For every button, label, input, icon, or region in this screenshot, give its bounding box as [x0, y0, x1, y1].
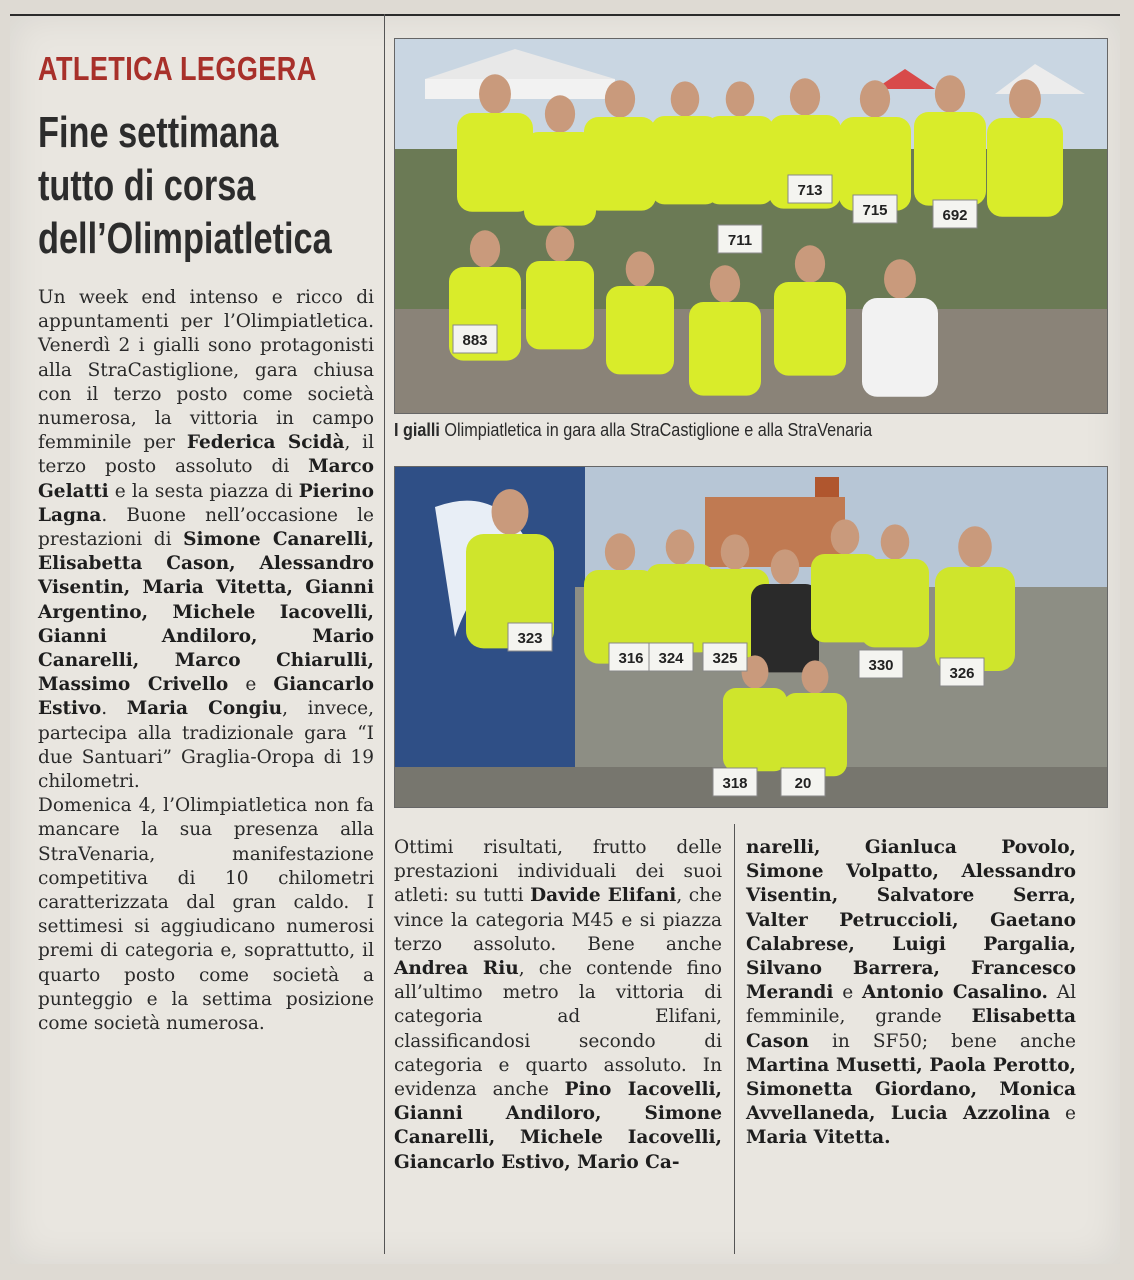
headline-line: tutto di corsa: [38, 161, 256, 210]
race-bib: [853, 195, 897, 223]
article-column-3: [746, 836, 1076, 1151]
newspaper-page: [10, 14, 1120, 1264]
article-headline: [38, 106, 350, 265]
svg-text:883: 883: [462, 332, 488, 349]
svg-text:713: 713: [797, 182, 823, 199]
race-bib: [649, 643, 693, 671]
photo-image: [395, 39, 1107, 413]
column-rule: [384, 14, 385, 1254]
race-bib: [718, 225, 762, 253]
article-column-1: [38, 286, 374, 1036]
paragraph: narelli, Gianluca Povolo, Simone Volpatto, Alessandro Visentin, Salvatore Serra, Valter Petruccioli, Gaetano Calabrese, Luigi Pargalia, Silvano Barrera, Francesco Merandi e Antonio Casalino. Al femminile, grande Elisabetta Cason in SF50; bene anche Martina Musetti, Paola Perotto, Simonetta Giordano, Monica Avvellaneda, Lucia Azzolina e Maria Vitetta.: [746, 837, 1076, 1149]
paragraph: Ottimi risultati, frutto delle prestazioni individuali dei suoi atleti: su tutti Davide Elifani, che vince la categoria M45 e si piazza terzo assoluto. Bene anche Andrea Riu, che contende fino all’ultimo metro la vittoria di categoria ad Elifani, classificandosi secondo di categoria e quarto assoluto. In evidenza anche Pino Iacovelli, Gianni Andiloro, Simone Canarelli, Michele Iacovelli, Giancarlo Estivo, Mario Ca-: [394, 837, 722, 1173]
race-bib: [933, 200, 977, 228]
svg-text:330: 330: [868, 657, 894, 674]
svg-text:318: 318: [722, 775, 748, 792]
section-kicker: ATLETICA LEGGERA: [38, 50, 317, 87]
race-bib: [788, 175, 832, 203]
svg-text:711: 711: [727, 232, 753, 249]
paragraph: Un week end intenso e ricco di appuntamenti per l’Olimpiatletica. Venerdì 2 i gialli sono protagonisti alla StraCastiglione, gara chiusa con il terzo posto come società numerosa, la vittoria in campo femminile per Federica Scidà, il terzo posto assoluto di Marco Gelatti e la sesta piazza di Pierino Lagna. Buone nell’occasione le prestazioni di Simone Canarelli, Elisabetta Cason, Alessandro Visentin, Maria Vitetta, Gianni Argentino, Michele Iacovelli, Gianni Andiloro, Mario Canarelli, Marco Chiarulli, Massimo Crivello e Giancarlo Estivo. Maria Congiu, invece, partecipa alla tradizionale gara “I due Santuari” Graglia-Oropa di 19 chilometri.: [38, 287, 375, 793]
svg-text:323: 323: [517, 630, 543, 647]
race-bib: [609, 643, 653, 671]
photo-image: [395, 467, 1107, 807]
svg-text:325: 325: [712, 650, 738, 667]
paragraph: Domenica 4, l’Olimpiatletica non fa mancare la sua presenza alla StraVenaria, manifestazione competitiva di 10 chilometri caratterizzata dal gran caldo. I settimesi si aggiudicano numerosi premi di categoria e, soprattutto, il quarto posto come società a punteggio e la settima posizione come società numerosa.: [38, 795, 374, 1035]
race-bib: [859, 650, 903, 678]
race-bib: [453, 325, 497, 353]
race-bib: [940, 658, 984, 686]
svg-text:326: 326: [949, 665, 975, 682]
race-bib: [703, 643, 747, 671]
race-bib: [713, 768, 757, 796]
team-photo-stravenaria: [394, 466, 1108, 808]
race-bib: [508, 623, 552, 651]
photo-caption: I gialli Olimpiatletica in gara alla StraCastiglione e alla StraVenaria: [394, 420, 873, 440]
race-bib: [781, 768, 825, 796]
headline-line: dell’Olimpiatletica: [38, 214, 332, 263]
top-rule: [10, 14, 1120, 16]
svg-text:715: 715: [862, 202, 888, 219]
svg-text:324: 324: [658, 650, 684, 667]
svg-text:316: 316: [618, 650, 644, 667]
headline-line: Fine settimana: [38, 108, 279, 157]
column-rule: [734, 824, 735, 1254]
svg-text:692: 692: [942, 207, 968, 224]
team-photo-stracastiglione: [394, 38, 1108, 414]
article-column-2: [394, 836, 722, 1175]
svg-text:20: 20: [794, 775, 812, 792]
